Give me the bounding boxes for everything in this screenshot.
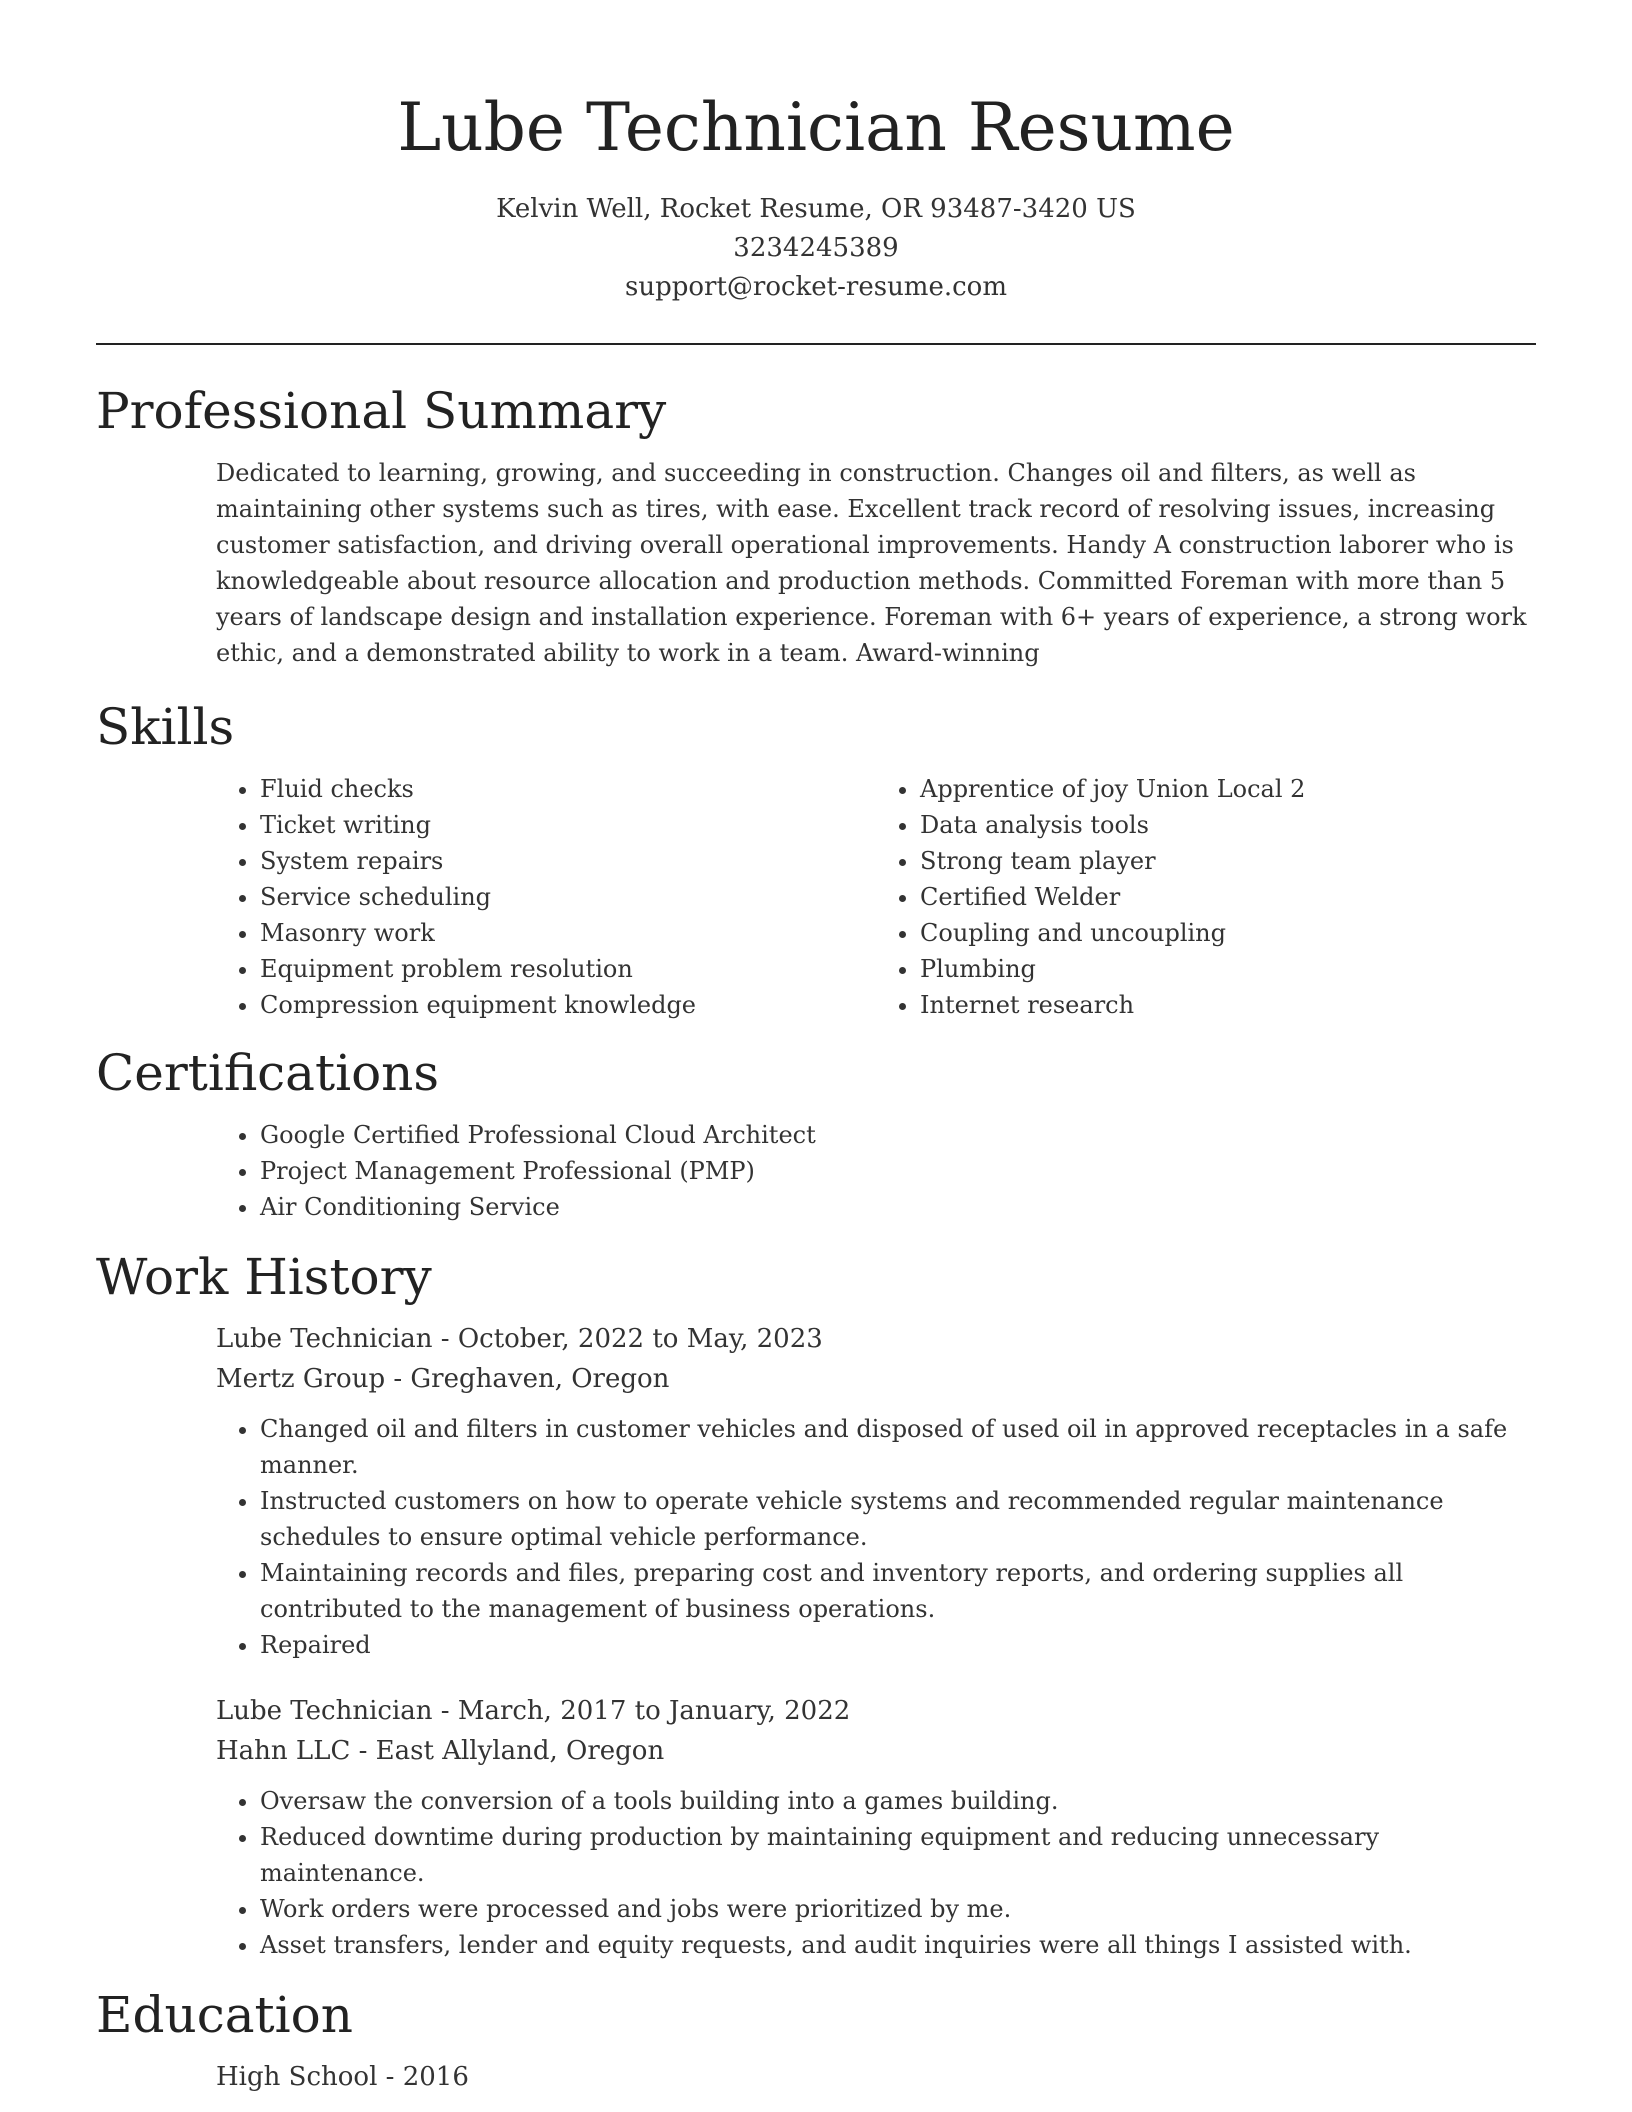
summary-section <box>96 381 1536 671</box>
header-divider <box>96 343 1536 345</box>
work-history-heading: Work History <box>96 1248 432 1306</box>
contact-address: Kelvin Well, Rocket Resume, OR 93487-3420 US <box>496 194 1136 224</box>
list-item: • Reduced downtime during production by maintaining equipment and reducing unnecessary maintenance. <box>260 1819 1536 1891</box>
list-item: • Service scheduling <box>260 879 876 915</box>
job-title-line: Lube Technician - October, 2022 to May, 2023 <box>216 1324 823 1354</box>
list-item: • Coupling and uncoupling <box>920 915 1536 951</box>
list-item: • Google Certified Professional Cloud Architect <box>260 1117 1536 1153</box>
list-item: • System repairs <box>260 843 876 879</box>
list-item: • Strong team player <box>920 843 1536 879</box>
list-item: • Data analysis tools <box>920 807 1536 843</box>
list-item: • Maintaining records and files, preparing cost and inventory reports, and ordering supplies all contributed to the management of business operations. <box>260 1555 1536 1627</box>
job-bullets <box>216 1411 1536 1663</box>
resume-header <box>96 0 1536 307</box>
list-item: • Project Management Professional (PMP) <box>260 1153 1536 1189</box>
list-item: • Work orders were processed and jobs were prioritized by me. <box>260 1891 1536 1927</box>
list-item: • Asset transfers, lender and equity requests, and audit inquiries were all things I assisted with. <box>260 1927 1536 1963</box>
education-section <box>96 1985 1536 2097</box>
skills-grid <box>216 771 1536 1023</box>
skills-heading: Skills <box>96 698 235 756</box>
list-item: • Oversaw the conversion of a tools building into a games building. <box>260 1783 1536 1819</box>
list-item: • Instructed customers on how to operate vehicle systems and recommended regular maintenance schedules to ensure optimal vehicle performance. <box>260 1483 1536 1555</box>
skills-list-left <box>216 771 876 1023</box>
list-item: • Certified Welder <box>920 879 1536 915</box>
list-item: • Air Conditioning Service <box>260 1189 1536 1225</box>
certifications-section <box>96 1043 1536 1225</box>
list-item: • Plumbing <box>920 951 1536 987</box>
summary-heading: Professional Summary <box>96 382 667 440</box>
job-title-line: Lube Technician - March, 2017 to January, 2022 <box>216 1696 851 1726</box>
job-bullets <box>216 1783 1536 1963</box>
skills-section <box>96 697 1536 1023</box>
list-item: • Changed oil and filters in customer vehicles and disposed of used oil in approved receptacles in a safe manner. <box>260 1411 1536 1483</box>
certifications-heading: Certifications <box>96 1044 440 1102</box>
job-company-line: Hahn LLC - East Allyland, Oregon <box>216 1736 665 1766</box>
work-history-section <box>96 1247 1536 1963</box>
job-entry <box>216 1691 1536 1963</box>
resume-title: Lube Technician Resume <box>397 89 1235 166</box>
list-item: • Masonry work <box>260 915 876 951</box>
resume-page <box>96 0 1536 2097</box>
contact-info <box>96 190 1536 307</box>
skills-list-right <box>876 771 1536 1023</box>
contact-phone: 3234245389 <box>733 233 899 263</box>
certifications-list <box>216 1117 1536 1225</box>
list-item: • Compression equipment knowledge <box>260 987 876 1023</box>
list-item: • Equipment problem resolution <box>260 951 876 987</box>
list-item: • Ticket writing <box>260 807 876 843</box>
contact-email: support@rocket-resume.com <box>624 272 1007 302</box>
job-entry <box>216 1319 1536 1663</box>
list-item: • Internet research <box>920 987 1536 1023</box>
list-item: • Repaired <box>260 1627 1536 1663</box>
list-item: • Apprentice of joy Union Local 2 <box>920 771 1536 807</box>
education-entry: High School - 2016 <box>216 2062 469 2092</box>
education-heading: Education <box>96 1986 353 2044</box>
list-item: • Fluid checks <box>260 771 876 807</box>
job-company-line: Mertz Group - Greghaven, Oregon <box>216 1364 670 1394</box>
summary-text: Dedicated to learning, growing, and succeeding in construction. Changes oil and filters, as well as maintaining other systems such as tires, with ease. Excellent track record of resolving issues, increasing customer satisfaction, and driving overall operational improvements. Handy A construction laborer who is knowledgeable about resource allocation and production methods. Committed Foreman with more than 5 years of landscape design and installation experience. Foreman with 6+ years of experience, a strong work ethic, and a demonstrated ability to work in a team. Award-winning <box>216 459 1527 667</box>
